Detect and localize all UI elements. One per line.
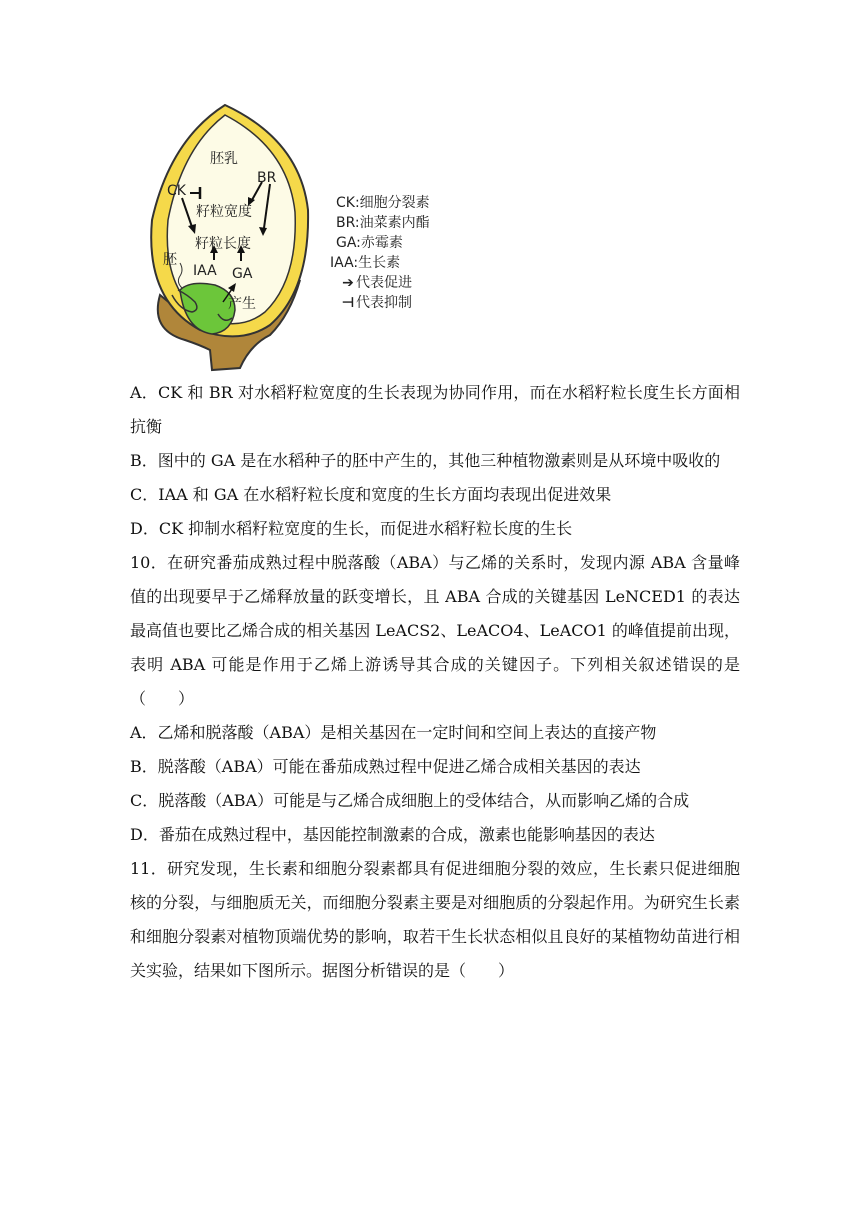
option-10a: A．乙烯和脱落酸（ABA）是相关基因在一定时间和空间上表达的直接产物 xyxy=(130,723,657,742)
legend-promote-row xyxy=(330,273,430,293)
ck-label: CK xyxy=(167,183,186,199)
endosperm-label: 胚乳 xyxy=(210,151,238,167)
question-11-stem: 11．研究发现，生长素和细胞分裂素都具有促进细胞分裂的效应，生长素只促进细胞核的分裂，与细胞质无关，而细胞分裂素主要是对细胞质的分裂起作用。为研究生长素和细胞分裂素对植物顶端优势的影响，取若干生长状态相似且良好的某植物幼苗进行相关实验，结果如下图所示。据图分析错误的是（ ） xyxy=(130,859,740,980)
grain-width-label: 籽粒宽度 xyxy=(196,204,252,220)
iaa-label: IAA xyxy=(193,263,217,279)
promote-arrow-icon: ➔ xyxy=(342,275,354,291)
legend-iaa: IAA:生长素 xyxy=(330,255,401,271)
option-9d: D．CK 抑制水稻籽粒宽度的生长，而促进水稻籽粒长度的生长 xyxy=(130,519,573,538)
option-10d: D．番茄在成熟过程中，基因能控制激素的合成，激素也能影响基因的表达 xyxy=(130,825,655,844)
question-9-options xyxy=(130,376,740,988)
option-9c: C．IAA 和 GA 在水稻籽粒长度和宽度的生长方面均表现出促进效果 xyxy=(130,485,612,504)
option-10b: B．脱落酸（ABA）可能在番茄成熟过程中促进乙烯合成相关基因的表达 xyxy=(130,757,641,776)
ga-label: GA xyxy=(232,266,253,282)
embryo-label: 胚 xyxy=(163,252,177,268)
grain-length-label: 籽粒长度 xyxy=(195,236,251,252)
legend-br: BR:油菜素内酯 xyxy=(336,215,430,231)
option-10c: C．脱落酸（ABA）可能是与乙烯合成细胞上的受体结合，从而影响乙烯的合成 xyxy=(130,791,690,810)
inhibit-bar-icon: ⊣ xyxy=(341,295,355,311)
produce-label: 产生 xyxy=(228,296,256,312)
legend-inhibit: 代表抑制 xyxy=(356,295,412,311)
legend-promote: 代表促进 xyxy=(356,275,412,291)
question-10-stem: 10．在研究番茄成熟过程中脱落酸（ABA）与乙烯的关系时，发现内源 ABA 含量峰值的出现要早于乙烯释放量的跃变增长，且 ABA 合成的关键基因 LeNCED1 的表达最高值也要比乙烯合成的相关基因 LeACS2、LeACO4、LeACO1 的峰值提前出现，表明 ABA 可能是作用于乙烯上游诱导其合成的关键因子。下列相关叙述错误的是（ ） xyxy=(130,553,740,708)
br-label: BR xyxy=(257,170,277,186)
option-9b: B．图中的 GA 是在水稻种子的胚中产生的，其他三种植物激素则是从环境中吸收的 xyxy=(130,451,721,470)
legend-ga: GA:赤霉素 xyxy=(336,235,403,251)
legend-inhibit-row xyxy=(330,293,430,313)
legend-ck: CK:细胞分裂素 xyxy=(336,195,430,211)
option-9a: A．CK 和 BR 对水稻籽粒宽度的生长表现为协同作用，而在水稻籽粒长度生长方面相抗衡 xyxy=(130,383,740,436)
figure-legend xyxy=(330,193,430,313)
